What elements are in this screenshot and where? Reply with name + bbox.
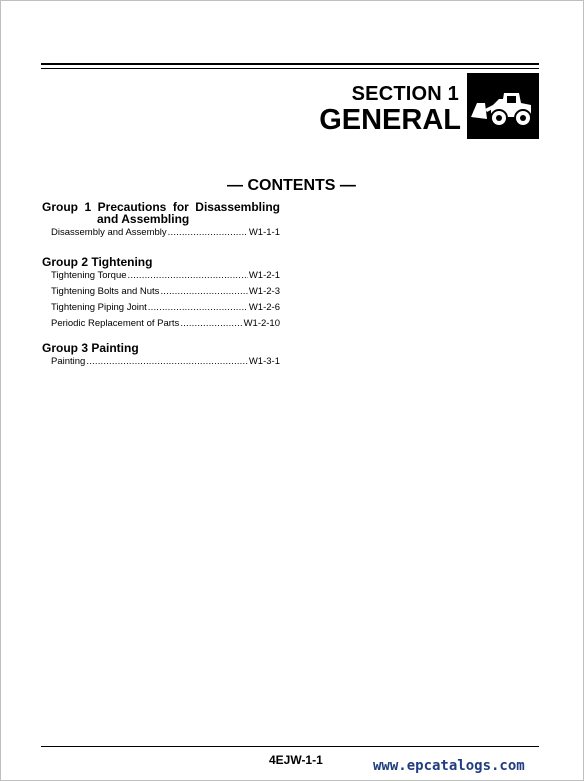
toc-entry-page: W1-2-6 xyxy=(248,302,280,313)
dot-leader xyxy=(86,354,248,370)
watermark: www.epcatalogs.com xyxy=(373,758,525,774)
header-rule-thick xyxy=(41,63,539,65)
section-title: GENERAL xyxy=(319,104,461,136)
toc-entry-label: Tightening Piping Joint xyxy=(51,302,147,313)
toc-entry-page: W1-2-10 xyxy=(243,318,280,329)
toc-entry[interactable] xyxy=(42,300,280,316)
toc-entry-label: Tightening Torque xyxy=(51,270,127,281)
dot-leader xyxy=(180,316,242,332)
toc-entry[interactable] xyxy=(42,354,280,370)
toc-entry[interactable] xyxy=(42,225,280,241)
section-label: SECTION 1 xyxy=(351,83,459,105)
toc-entry-page: W1-2-3 xyxy=(248,286,280,297)
toc-entry-label: Disassembly and Assembly xyxy=(51,227,167,238)
toc-group-1 xyxy=(42,201,280,241)
toc-group-2 xyxy=(42,256,280,332)
header-rule-thin xyxy=(41,68,539,69)
toc-entry-label: Tightening Bolts and Nuts xyxy=(51,286,160,297)
contents-heading: — CONTENTS — xyxy=(227,177,356,194)
footer-rule xyxy=(41,746,539,747)
dot-leader xyxy=(168,225,248,241)
toc-entry-label: Painting xyxy=(51,356,86,367)
toc-entry[interactable] xyxy=(42,268,280,284)
group-title: Group 1 Precautions for Disassembling xyxy=(42,200,280,214)
toc-entry-page: W1-3-1 xyxy=(248,356,280,367)
dot-leader xyxy=(160,284,247,300)
toc-entry[interactable] xyxy=(42,316,280,332)
dot-leader xyxy=(128,268,248,284)
toc-entry-label: Periodic Replacement of Parts xyxy=(51,318,180,329)
toc-entry-page: W1-1-1 xyxy=(248,227,280,238)
toc-entry-page: W1-2-1 xyxy=(248,270,280,281)
wheel-loader-icon xyxy=(467,73,539,139)
page-number: 4EJW-1-1 xyxy=(269,753,323,767)
group-title-continued: and Assembling xyxy=(97,212,190,226)
toc-group-3 xyxy=(42,342,280,370)
group-title: Group 3 Painting xyxy=(42,341,139,355)
group-title: Group 2 Tightening xyxy=(42,255,153,269)
dot-leader xyxy=(148,300,248,316)
toc-entry[interactable] xyxy=(42,284,280,300)
